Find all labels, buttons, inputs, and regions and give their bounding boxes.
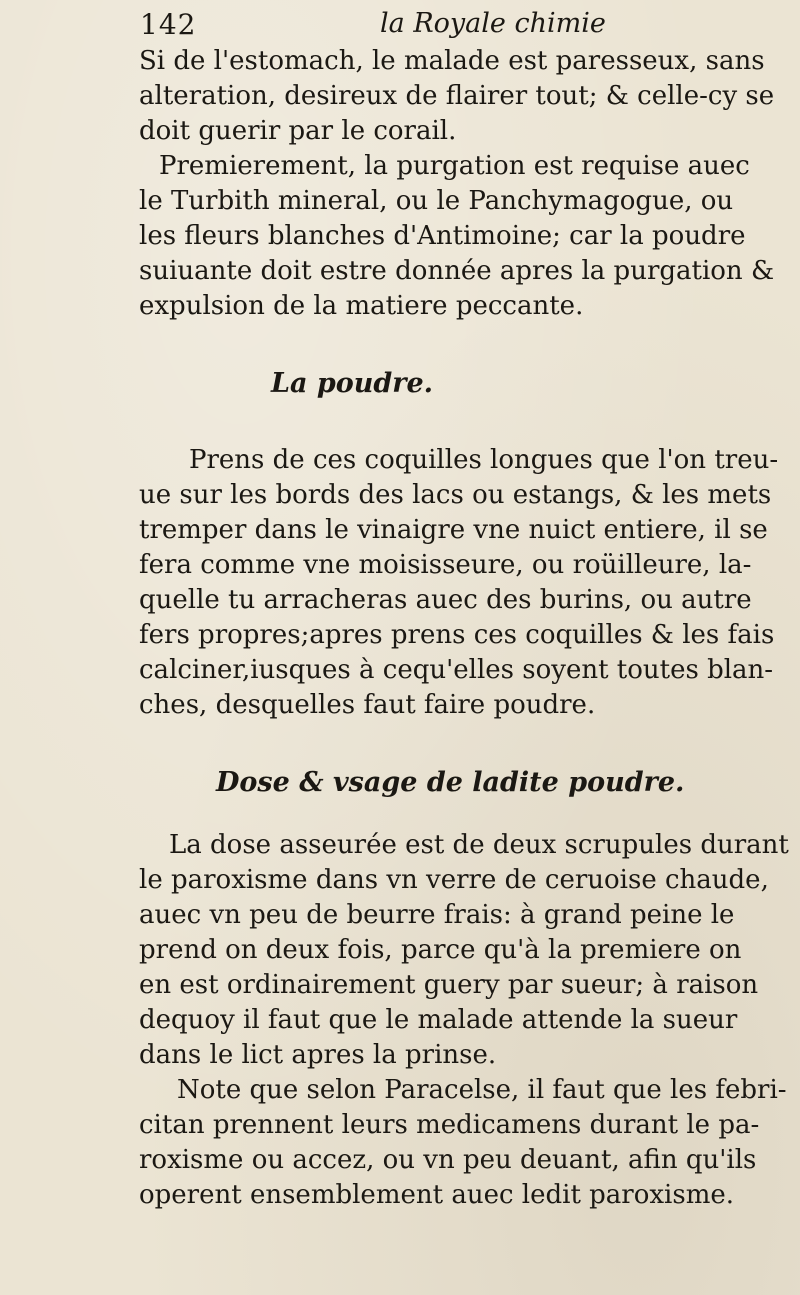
text-line: le paroxisme dans vn verre de ceruoise chaude, — [139, 865, 769, 895]
text-line: operent ensemblement auec ledit paroxisme. — [139, 1180, 735, 1210]
text-line: fera comme vne moisisseure, ou roüilleure, la- — [139, 550, 752, 580]
text-line: le Turbith mineral, ou le Panchymagogue, ou — [139, 186, 734, 216]
text-line: ue sur les bords des lacs ou estangs, & les mets — [139, 480, 772, 510]
text-line: expulsion de la matiere peccante. — [139, 291, 584, 321]
text-line: doit guerir par le corail. — [139, 116, 457, 146]
paragraph-5 — [139, 1073, 789, 1213]
text-line: Prens de ces coquilles longues que l'on treu- — [189, 445, 779, 475]
running-title: la Royale chimie — [380, 8, 606, 39]
paragraph-2 — [139, 149, 789, 324]
text-line: prend on deux fois, parce qu'à la premiere on — [139, 935, 742, 965]
text-line: dans le lict apres la prinse. — [139, 1040, 497, 1070]
body-text — [139, 44, 789, 1213]
paragraph-3 — [139, 443, 789, 723]
paragraph-4 — [139, 828, 789, 1073]
text-line: Note que selon Paracelse, il faut que les febri- — [177, 1075, 787, 1105]
text-line: citan prennent leurs medicamens durant le pa- — [139, 1110, 760, 1140]
text-line: dequoy il faut que le malade attende la sueur — [139, 1005, 738, 1035]
page-header — [140, 8, 780, 48]
text-line: calciner,iusques à cequ'elles soyent toutes blan- — [139, 655, 774, 685]
section-heading-la-poudre: La poudre. — [271, 368, 434, 399]
section-heading-dose-et-usage: Dose & vsage de ladite poudre. — [216, 767, 685, 798]
text-line: ches, desquelles faut faire poudre. — [139, 690, 596, 720]
text-line: Si de l'estomach, le malade est paresseux, sans — [139, 46, 765, 76]
text-line: quelle tu arracheras auec des burins, ou autre — [139, 585, 752, 615]
text-line: roxisme ou accez, ou vn peu deuant, afin qu'ils — [139, 1145, 757, 1175]
text-line: fers propres;apres prens ces coquilles & les fais — [139, 620, 775, 650]
text-line: Premierement, la purgation est requise auec — [159, 151, 750, 181]
text-line: suiuante doit estre donnée apres la purgation & — [139, 256, 775, 286]
text-line: alteration, desireux de flairer tout; & celle-cy se — [139, 81, 775, 111]
page-number: 142 — [140, 8, 197, 41]
text-line: tremper dans le vinaigre vne nuict entiere, il se — [139, 515, 768, 545]
text-line: en est ordinairement guery par sueur; à raison — [139, 970, 759, 1000]
paragraph-1 — [139, 44, 789, 149]
text-line: La dose asseurée est de deux scrupules durant — [169, 830, 789, 860]
text-line: auec vn peu de beurre frais: à grand peine le — [139, 900, 735, 930]
text-line: les fleurs blanches d'Antimoine; car la poudre — [139, 221, 746, 251]
